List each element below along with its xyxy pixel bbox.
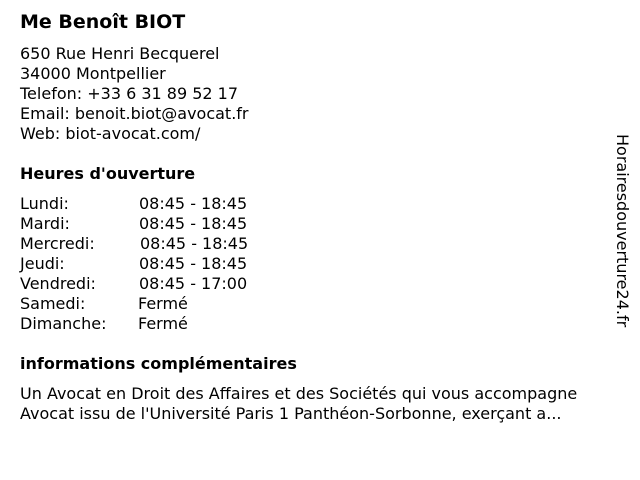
day-label: Mercredi: (20, 234, 95, 253)
additional-info-text (20, 384, 620, 424)
opening-hours-heading: Heures d'ouverture (20, 164, 196, 183)
day-label: Dimanche: (20, 314, 107, 333)
additional-info-heading: informations complémentaires (20, 354, 297, 373)
hours-row-tuesday (20, 214, 320, 234)
email-address: Email: benoit.biot@avocat.fr (20, 104, 249, 123)
day-hours: 08:45 - 18:45 (139, 194, 248, 213)
info-line: Un Avocat en Droit des Affaires et des Sociétés qui vous accompagne (20, 384, 578, 403)
city-address: 34000 Montpellier (20, 64, 166, 83)
website: Web: biot-avocat.com/ (20, 124, 201, 143)
hours-row-monday (20, 194, 320, 214)
site-watermark (611, 134, 635, 364)
opening-hours-table (20, 194, 320, 334)
info-line: Avocat issu de l'Université Paris 1 Panthéon-Sorbonne, exerçant a... (20, 404, 562, 423)
hours-row-saturday (20, 294, 320, 314)
day-label: Lundi: (20, 194, 69, 213)
hours-row-wednesday (20, 234, 320, 254)
day-label: Mardi: (20, 214, 70, 233)
day-label: Vendredi: (20, 274, 96, 293)
day-hours: 08:45 - 18:45 (139, 254, 248, 273)
day-hours: 08:45 - 18:45 (139, 214, 248, 233)
day-hours: 08:45 - 17:00 (139, 274, 248, 293)
hours-row-sunday (20, 314, 320, 334)
contact-block (20, 44, 249, 144)
business-name: Me Benoît BIOT (20, 11, 186, 33)
day-hours: 08:45 - 18:45 (140, 234, 249, 253)
day-hours: Fermé (138, 314, 188, 333)
watermark-text: Horairesdouverture24.fr (613, 134, 632, 328)
day-label: Samedi: (20, 294, 86, 313)
street-address: 650 Rue Henri Becquerel (20, 44, 220, 63)
day-hours: Fermé (138, 294, 188, 313)
hours-row-thursday (20, 254, 320, 274)
phone-number: Telefon: +33 6 31 89 52 17 (20, 84, 239, 103)
hours-row-friday (20, 274, 320, 294)
day-label: Jeudi: (20, 254, 65, 273)
